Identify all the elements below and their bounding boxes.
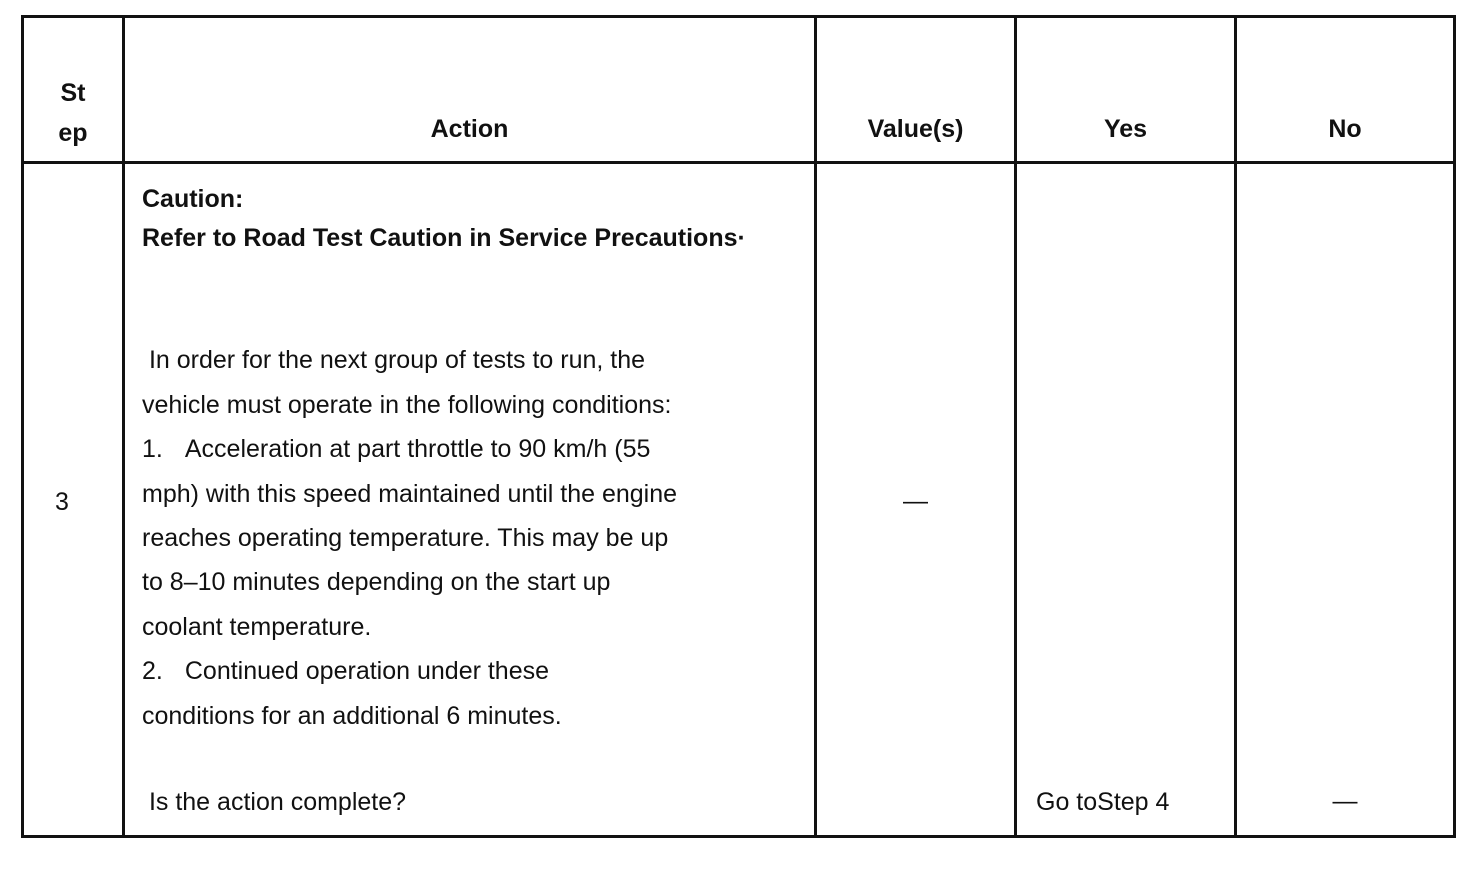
table-top-border bbox=[21, 15, 1456, 18]
intro-line-1: In order for the next group of tests to run, the bbox=[142, 346, 646, 374]
diagnostic-step-table bbox=[21, 15, 1456, 838]
intro-line-2: vehicle must operate in the following conditions: bbox=[142, 391, 672, 419]
value-dash: — bbox=[903, 487, 928, 515]
list-item-1-line-3: reaches operating temperature. This may be up bbox=[142, 524, 669, 552]
header-yes: Yes bbox=[1103, 115, 1148, 143]
step-number: 3 bbox=[55, 488, 69, 516]
header-step-line2: ep bbox=[58, 119, 88, 147]
list-item-2-text: Continued operation under these bbox=[184, 657, 550, 685]
list-item-2-line-1 bbox=[142, 657, 549, 686]
list-item-2-line-2: conditions for an additional 6 minutes. bbox=[142, 702, 562, 730]
header-action: Action bbox=[430, 115, 509, 143]
caution-text: Refer to Road Test Caution in Service Precautions· bbox=[142, 224, 746, 252]
list-item-1-line-1 bbox=[142, 435, 650, 464]
list-item-1-line-5: coolant temperature. bbox=[142, 613, 372, 641]
header-no: No bbox=[1328, 115, 1362, 143]
list-item-1-number: 1. bbox=[142, 435, 163, 463]
list-item-2-number: 2. bbox=[142, 657, 163, 685]
yes-go-to-step: Go toStep 4 bbox=[1036, 788, 1170, 816]
no-dash: — bbox=[1332, 787, 1358, 815]
table-bottom-border bbox=[21, 835, 1456, 838]
caution-title: Caution: bbox=[142, 185, 244, 213]
header-step-line1: St bbox=[60, 79, 86, 107]
header-bottom-border bbox=[21, 161, 1456, 164]
table-right-border bbox=[1453, 15, 1456, 838]
action-question: Is the action complete? bbox=[142, 788, 407, 816]
header-values: Value(s) bbox=[867, 115, 964, 143]
list-item-1-line-4: to 8–10 minutes depending on the start up bbox=[142, 568, 611, 596]
list-item-1-text: Acceleration at part throttle to 90 km/h (55 bbox=[184, 435, 651, 463]
header-step bbox=[24, 73, 122, 153]
list-item-1-line-2: mph) with this speed maintained until the engine bbox=[142, 480, 678, 508]
